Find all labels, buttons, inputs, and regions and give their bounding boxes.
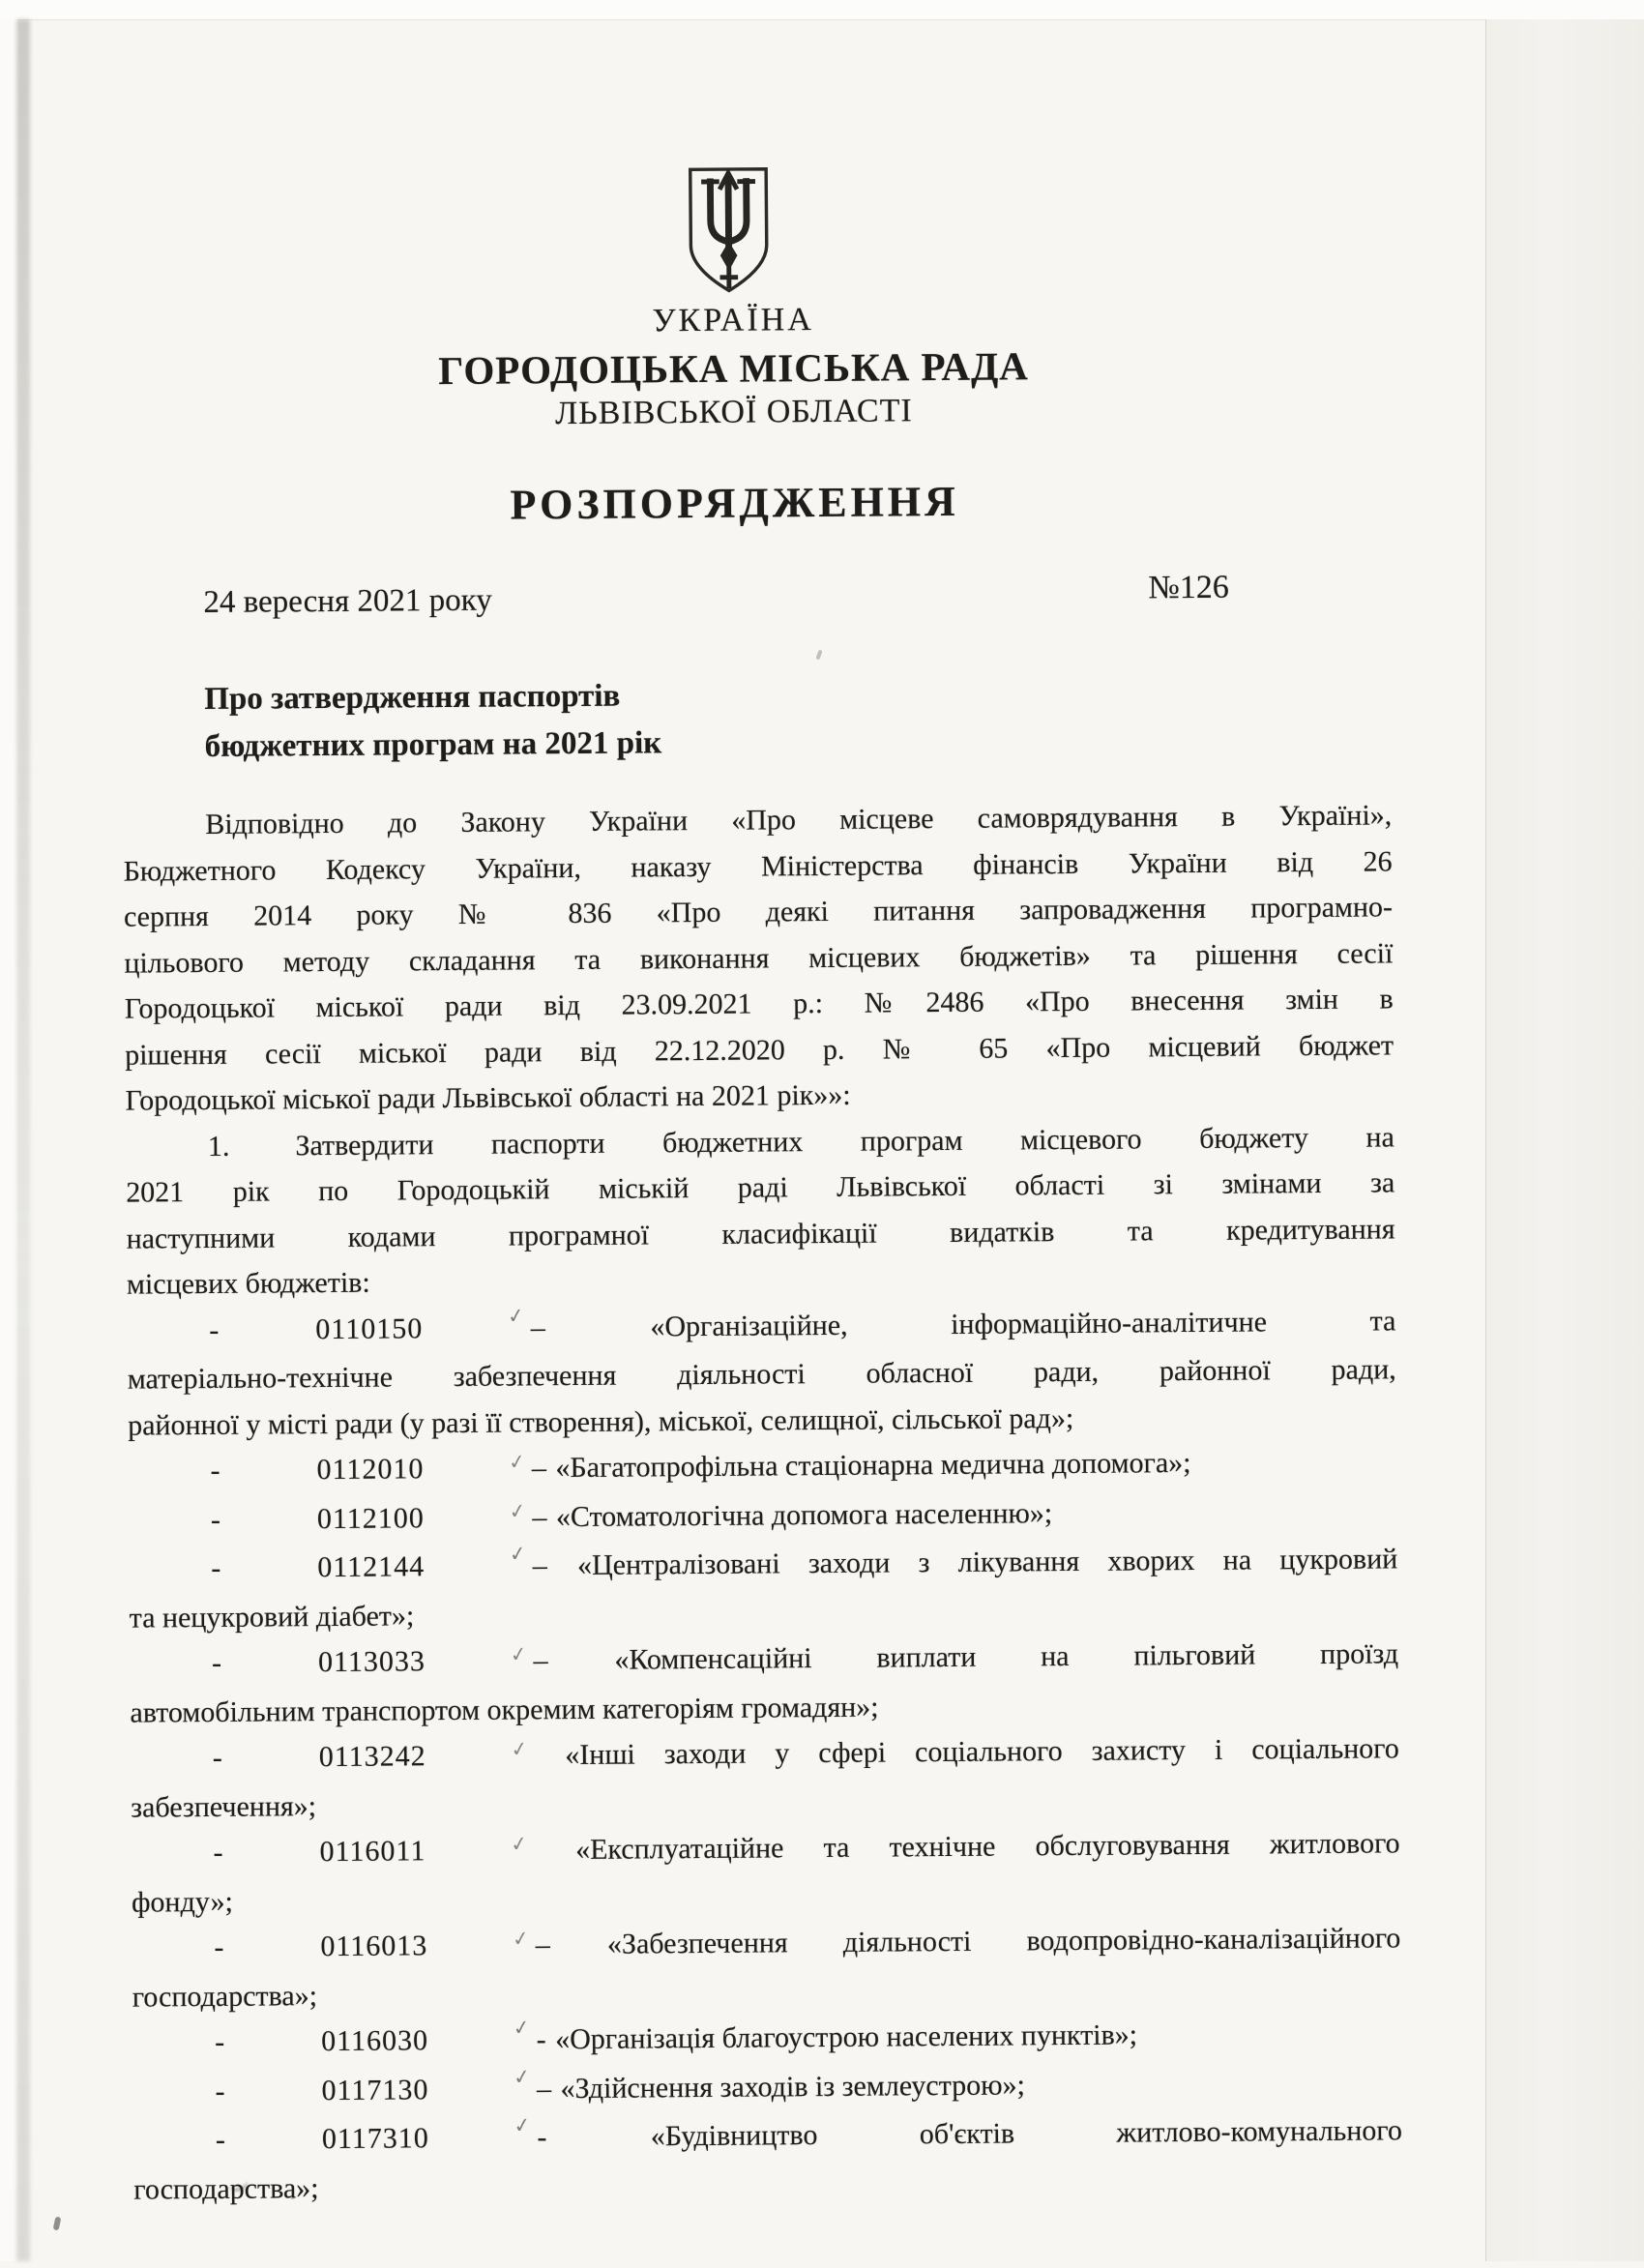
handwritten-checkmark-icon: ✓ [425, 1531, 529, 1591]
program-code: 0113242 [319, 1740, 426, 1773]
program-item-line [129, 1536, 1397, 1595]
council-name: ГОРОДОЦЬКА МІСЬКА РАДА [119, 340, 1347, 397]
program-title: «Організаційне, інформаційно-аналітичне та [650, 1305, 1395, 1342]
program-code: 0112144 [317, 1550, 425, 1583]
dash-separator: – [536, 1929, 550, 1960]
program-title: «Стоматологічна допомога населенню»; [556, 1497, 1053, 1533]
handwritten-checkmark-icon: ✓ [426, 1632, 530, 1692]
handwritten-checkmark-icon: ✓ [426, 1821, 530, 1881]
dash-separator: – [533, 1644, 547, 1676]
tab-space [223, 1861, 320, 1862]
dash-separator: – [532, 1501, 546, 1533]
intro-line: Городоцької міської ради від 23.09.2021 р.: №2486 «Про внесення змін в [125, 976, 1394, 1032]
program-code: 0113033 [318, 1645, 426, 1678]
program-title: «Компенсаційні виплати на пільговий проїзд [614, 1637, 1398, 1675]
document-type-title: РОЗПОРЯДЖЕННЯ [120, 474, 1348, 533]
program-code: 0110150 [315, 1312, 423, 1345]
program-code: 0112010 [316, 1453, 424, 1486]
dash-separator: - [536, 2023, 545, 2055]
tab-space [229, 1155, 295, 1156]
document-number: №126 [1148, 570, 1229, 607]
list-dash: - [209, 1313, 219, 1345]
tab-space [225, 2148, 322, 2149]
tab-space [223, 1956, 320, 1957]
intro-line: рішення сесії міської ради від 22.12.2020 р. № 65 «Про місцевий бюджет [125, 1022, 1394, 1078]
intro-line: Бюджетного Кодексу України, наказу Міністерства фінансів України від 26 [123, 839, 1392, 895]
tab-space [219, 1339, 315, 1340]
subject-block [204, 672, 661, 771]
dash-separator: - [537, 2121, 546, 2153]
ukraine-trident-emblem-icon [681, 161, 777, 301]
program-title: «Будівництво об'єктів житлово-комунального [651, 2114, 1402, 2152]
list-dash: - [213, 1742, 222, 1774]
intro-line: Городоцької міської ради Львівської області на 2021 рік»»: [125, 1068, 1394, 1124]
list-dash: - [216, 2124, 225, 2156]
program-title: «Інші заходи у сфері соціального захисту і соціального [565, 1732, 1399, 1771]
list-dash: - [214, 1931, 223, 1963]
program-title: «Забезпечення діяльності водопровідно-каналізаційного [607, 1922, 1401, 1959]
dash-separator: – [533, 1549, 547, 1581]
program-item-line [132, 1915, 1400, 1974]
list-dash: - [215, 2026, 224, 2058]
list-dash: - [213, 1837, 222, 1869]
program-item-line [133, 2107, 1402, 2166]
handwritten-checkmark-icon: ✓ [427, 1916, 532, 1976]
point-1-line: місцевих бюджетів: [127, 1252, 1395, 1308]
handwritten-checkmark-icon: ✓ [428, 2005, 533, 2065]
tab-space [220, 1528, 317, 1529]
program-code: 0116013 [320, 1929, 427, 1962]
program-code: 0117310 [322, 2122, 429, 2155]
intro-line: серпня 2014 року № 836 «Про деякі питання запровадження програмно- [124, 884, 1393, 940]
program-title: «Організація благоустрою населених пунктів»; [555, 2018, 1137, 2055]
point-1-line: наступними кодами програмної класифікації видатків та кредитування [126, 1206, 1394, 1262]
program-item-line: районної у місті ради (у разі її створення), міської, селищної, сільської рад»; [128, 1393, 1396, 1449]
program-item-line [130, 1631, 1398, 1690]
tab-space [225, 2100, 322, 2101]
program-code: 0116030 [321, 2024, 428, 2057]
program-item-line: господарства»; [132, 1964, 1401, 2020]
handwritten-checkmark-icon: ✓ [423, 1292, 527, 1352]
program-title: «Експлуатаційне та технічне обслуговування житлового [575, 1827, 1400, 1866]
tab-space [220, 1479, 317, 1480]
program-title: «Централізовані заходи з лікування хворих на цукровий [577, 1543, 1397, 1581]
program-item-line: фонду»; [132, 1870, 1400, 1926]
dash-separator: – [532, 1452, 546, 1484]
document-date: 24 вересня 2021 року [203, 583, 492, 621]
program-item-line: забезпечення»; [131, 1775, 1399, 1831]
handwritten-checkmark-icon: ✓ [425, 1487, 529, 1547]
dash-separator: – [537, 2073, 551, 2105]
list-dash: - [215, 2075, 224, 2106]
program-item-line: господарства»; [133, 2157, 1402, 2213]
program-item-line: та нецукровий діабет»; [130, 1585, 1398, 1641]
country-name: УКРАЇНА [119, 298, 1347, 344]
program-item-line: матеріально-технічне забезпечення діяльності обласної ради, районної ради, [128, 1346, 1396, 1402]
subject-line: Про затвердження паспортів [204, 672, 661, 723]
intro-line: Відповідно до Закону України «Про місцеве самоврядування в Україні», [123, 792, 1392, 848]
program-item-line [131, 1725, 1399, 1784]
subject-line: бюджетних програм на 2021 рік [204, 720, 661, 771]
region-name: ЛЬВІВСЬКОЇ ОБЛАСТІ [120, 390, 1348, 436]
intro-line: цільового методу складання та виконання місцевих бюджетів» та рішення сесії [124, 930, 1393, 987]
handwritten-checkmark-icon: ✓ [429, 2103, 534, 2163]
program-code: 0117130 [321, 2074, 428, 2106]
tab-space [222, 1766, 319, 1767]
point-1-line: 2021 рік по Городоцькій міській раді Львівської області зі змінами за [126, 1160, 1394, 1216]
document-body [123, 792, 1402, 2212]
list-dash: - [211, 1503, 220, 1535]
program-code: 0112100 [317, 1502, 425, 1535]
list-dash: - [211, 1552, 220, 1584]
list-dash: - [212, 1647, 221, 1679]
tab-space [220, 1576, 317, 1577]
program-title: «Багатопрофільна стаціонарна медична допомога»; [555, 1447, 1190, 1484]
program-item-line: автомобільним транспортом окремим категоріям громадян»; [130, 1680, 1398, 1736]
point-text: Затвердити паспорти бюджетних програм місцевого бюджету на [295, 1121, 1394, 1162]
handwritten-checkmark-icon: ✓ [424, 1439, 528, 1499]
list-dash: - [210, 1455, 220, 1487]
tab-space [224, 2050, 321, 2051]
tab-space [221, 1671, 318, 1672]
point-number: 1. [208, 1130, 230, 1162]
program-code: 0116011 [319, 1835, 426, 1868]
handwritten-checkmark-icon: ✓ [428, 2053, 533, 2113]
program-title: «Здійснення заходів із землеустрою»; [560, 2069, 1025, 2105]
program-item-line [131, 1820, 1399, 1879]
handwritten-checkmark-icon: ✓ [426, 1726, 531, 1786]
dash-separator: – [531, 1311, 545, 1343]
